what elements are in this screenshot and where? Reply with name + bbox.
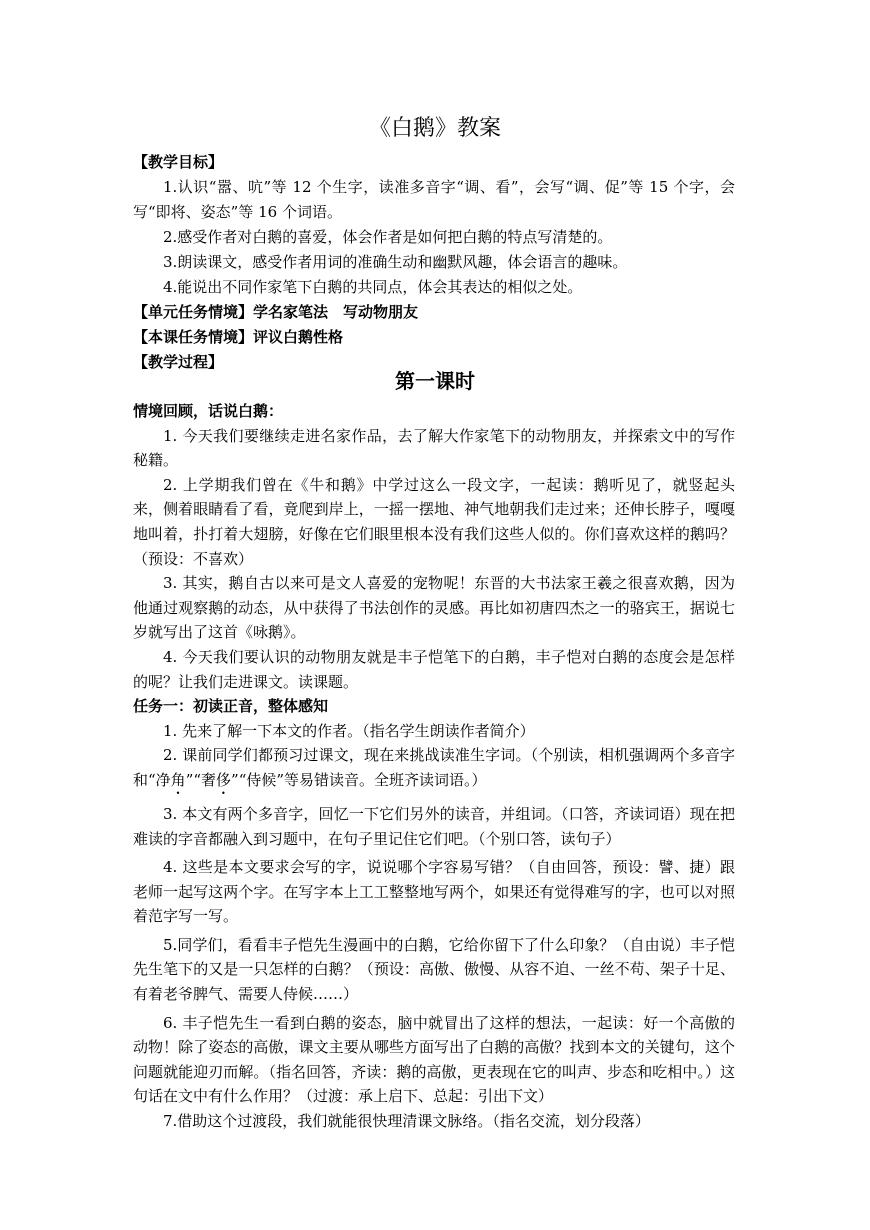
- lesson-title: 第一课时: [395, 369, 475, 393]
- process-heading: 【教学过程】: [133, 353, 224, 371]
- paragraph: 3. 其实，鹅自古以来可是文人喜爱的宠物呢！东晋的大书法家王羲之很喜欢鹅，因为他通过观察鹅的动态，从中获得了书法创作的灵感。再比如初唐四杰之一的骆宾王，据说七岁就写出了这首《咏鹅》。: [133, 574, 735, 642]
- objective-item: 4.能说出不同作家笔下白鹅的共同点，体会其表达的相似之处。: [163, 278, 583, 296]
- paragraph: 7.借助这个过渡段，我们就能很快理清课文脉络。（指名交流，划分段落）: [163, 1112, 650, 1131]
- paragraph: 6. 丰子恺先生一看到白鹅的姿态，脑中就冒出了这样的想法，一起读：好一个高傲的动物！除了姿态的高傲，课文主要从哪些方面写出了白鹅的高傲？找到本文的关键句，这个问题就能迎刃而解。（指名回答，齐读：鹅的高傲，更表现在它的叫声、步态和吃相中。）这句话在文中有什么作用？（过渡：承上启下、总起：引出下文）: [133, 1013, 735, 1106]
- paragraph: 4. 今天我们要认识的动物朋友就是丰子恺笔下的白鹅，丰子恺对白鹅的态度会是怎样的呢？让我们走进课文。读课题。: [133, 647, 735, 691]
- unit-task: 【单元任务情境】学名家笔法 写动物朋友: [133, 303, 419, 321]
- objective-item: 1.认识“嚣、吭”等 12 个生字，读准多音字“调、看”，会写“调、促”等 15 个字，会写“即将、姿态”等 16 个词语。: [133, 178, 735, 221]
- section-heading: 情境回顾，话说白鹅：: [133, 402, 284, 420]
- paragraph: 1. 今天我们要继续走进名家作品，去了解大作家笔下的动物朋友，并探索文中的写作秘籍。: [133, 426, 735, 470]
- header-section: [133, 150, 735, 375]
- emphasized-char: 角: [170, 770, 186, 789]
- objective-item: 2.感受作者对白鹅的喜爱，体会作者是如何把白鹅的特点写清楚的。: [163, 228, 613, 246]
- paragraph: 4. 这些是本文要求会写的字，说说哪个字容易写错？（自由回答，预设：譬、捷）跟老师一起写这两个字。在写字本上工工整整地写两个，如果还有觉得难写的字，也可以对照着范字写一写。: [133, 858, 735, 926]
- objective-item: 3.朗读课文，感受作者用词的准确生动和幽默风趣，体会语言的趣味。: [163, 253, 628, 271]
- section-heading: 任务一：初读正音，整体感知: [133, 697, 329, 716]
- paragraph: [133, 743, 735, 798]
- text-run: ”“奢: [185, 770, 217, 789]
- lesson-task: 【本课任务情境】评议白鹅性格: [133, 328, 344, 346]
- document-title: 《白鹅》教案: [368, 116, 501, 141]
- paragraph: 1. 先来了解一下本文的作者。（指名学生朗读作者简介）: [163, 721, 535, 740]
- lesson-body: [133, 399, 735, 1134]
- emphasized-char: 侈: [216, 770, 232, 789]
- paragraph: 5.同学们，看看丰子恺先生漫画中的白鹅，它给你留下了什么印象？（自由说）丰子恺先生笔下的又是一只怎样的白鹅？（预设：高傲、傲慢、从容不迫、一丝不苟、架子十足、有着老爷脾气、需要人侍候……）: [133, 935, 735, 1004]
- text-run: ”“侍候”等易错读音。全班齐读词语。）: [231, 770, 487, 789]
- objectives-heading: 【教学目标】: [133, 153, 224, 171]
- paragraph: 2. 上学期我们曾在《牛和鹅》中学过这么一段文字，一起读：鹅听见了，就竖起头来，侧着眼睛看了看，竟爬到岸上，一摇一摆地、神气地朝我们走过来；还伸长脖子，嘎嘎地叫着，扑打着大翅膀，好像在它们眼里根本没有我们这些人似的。你们喜欢这样的鹅吗？（预设：不喜欢）: [133, 475, 735, 568]
- text-run: 2. 课前同学们都预习过课文，现在来挑战读准生字词。（个别读，相机强调两个多音字和“净: [133, 746, 735, 789]
- paragraph: 3. 本文有两个多音字，回忆一下它们另外的读音，并组词。（口答，齐读词语）现在把难读的字音都融入到习题中，在句子里记住它们吧。（个别口答，读句子）: [133, 804, 735, 848]
